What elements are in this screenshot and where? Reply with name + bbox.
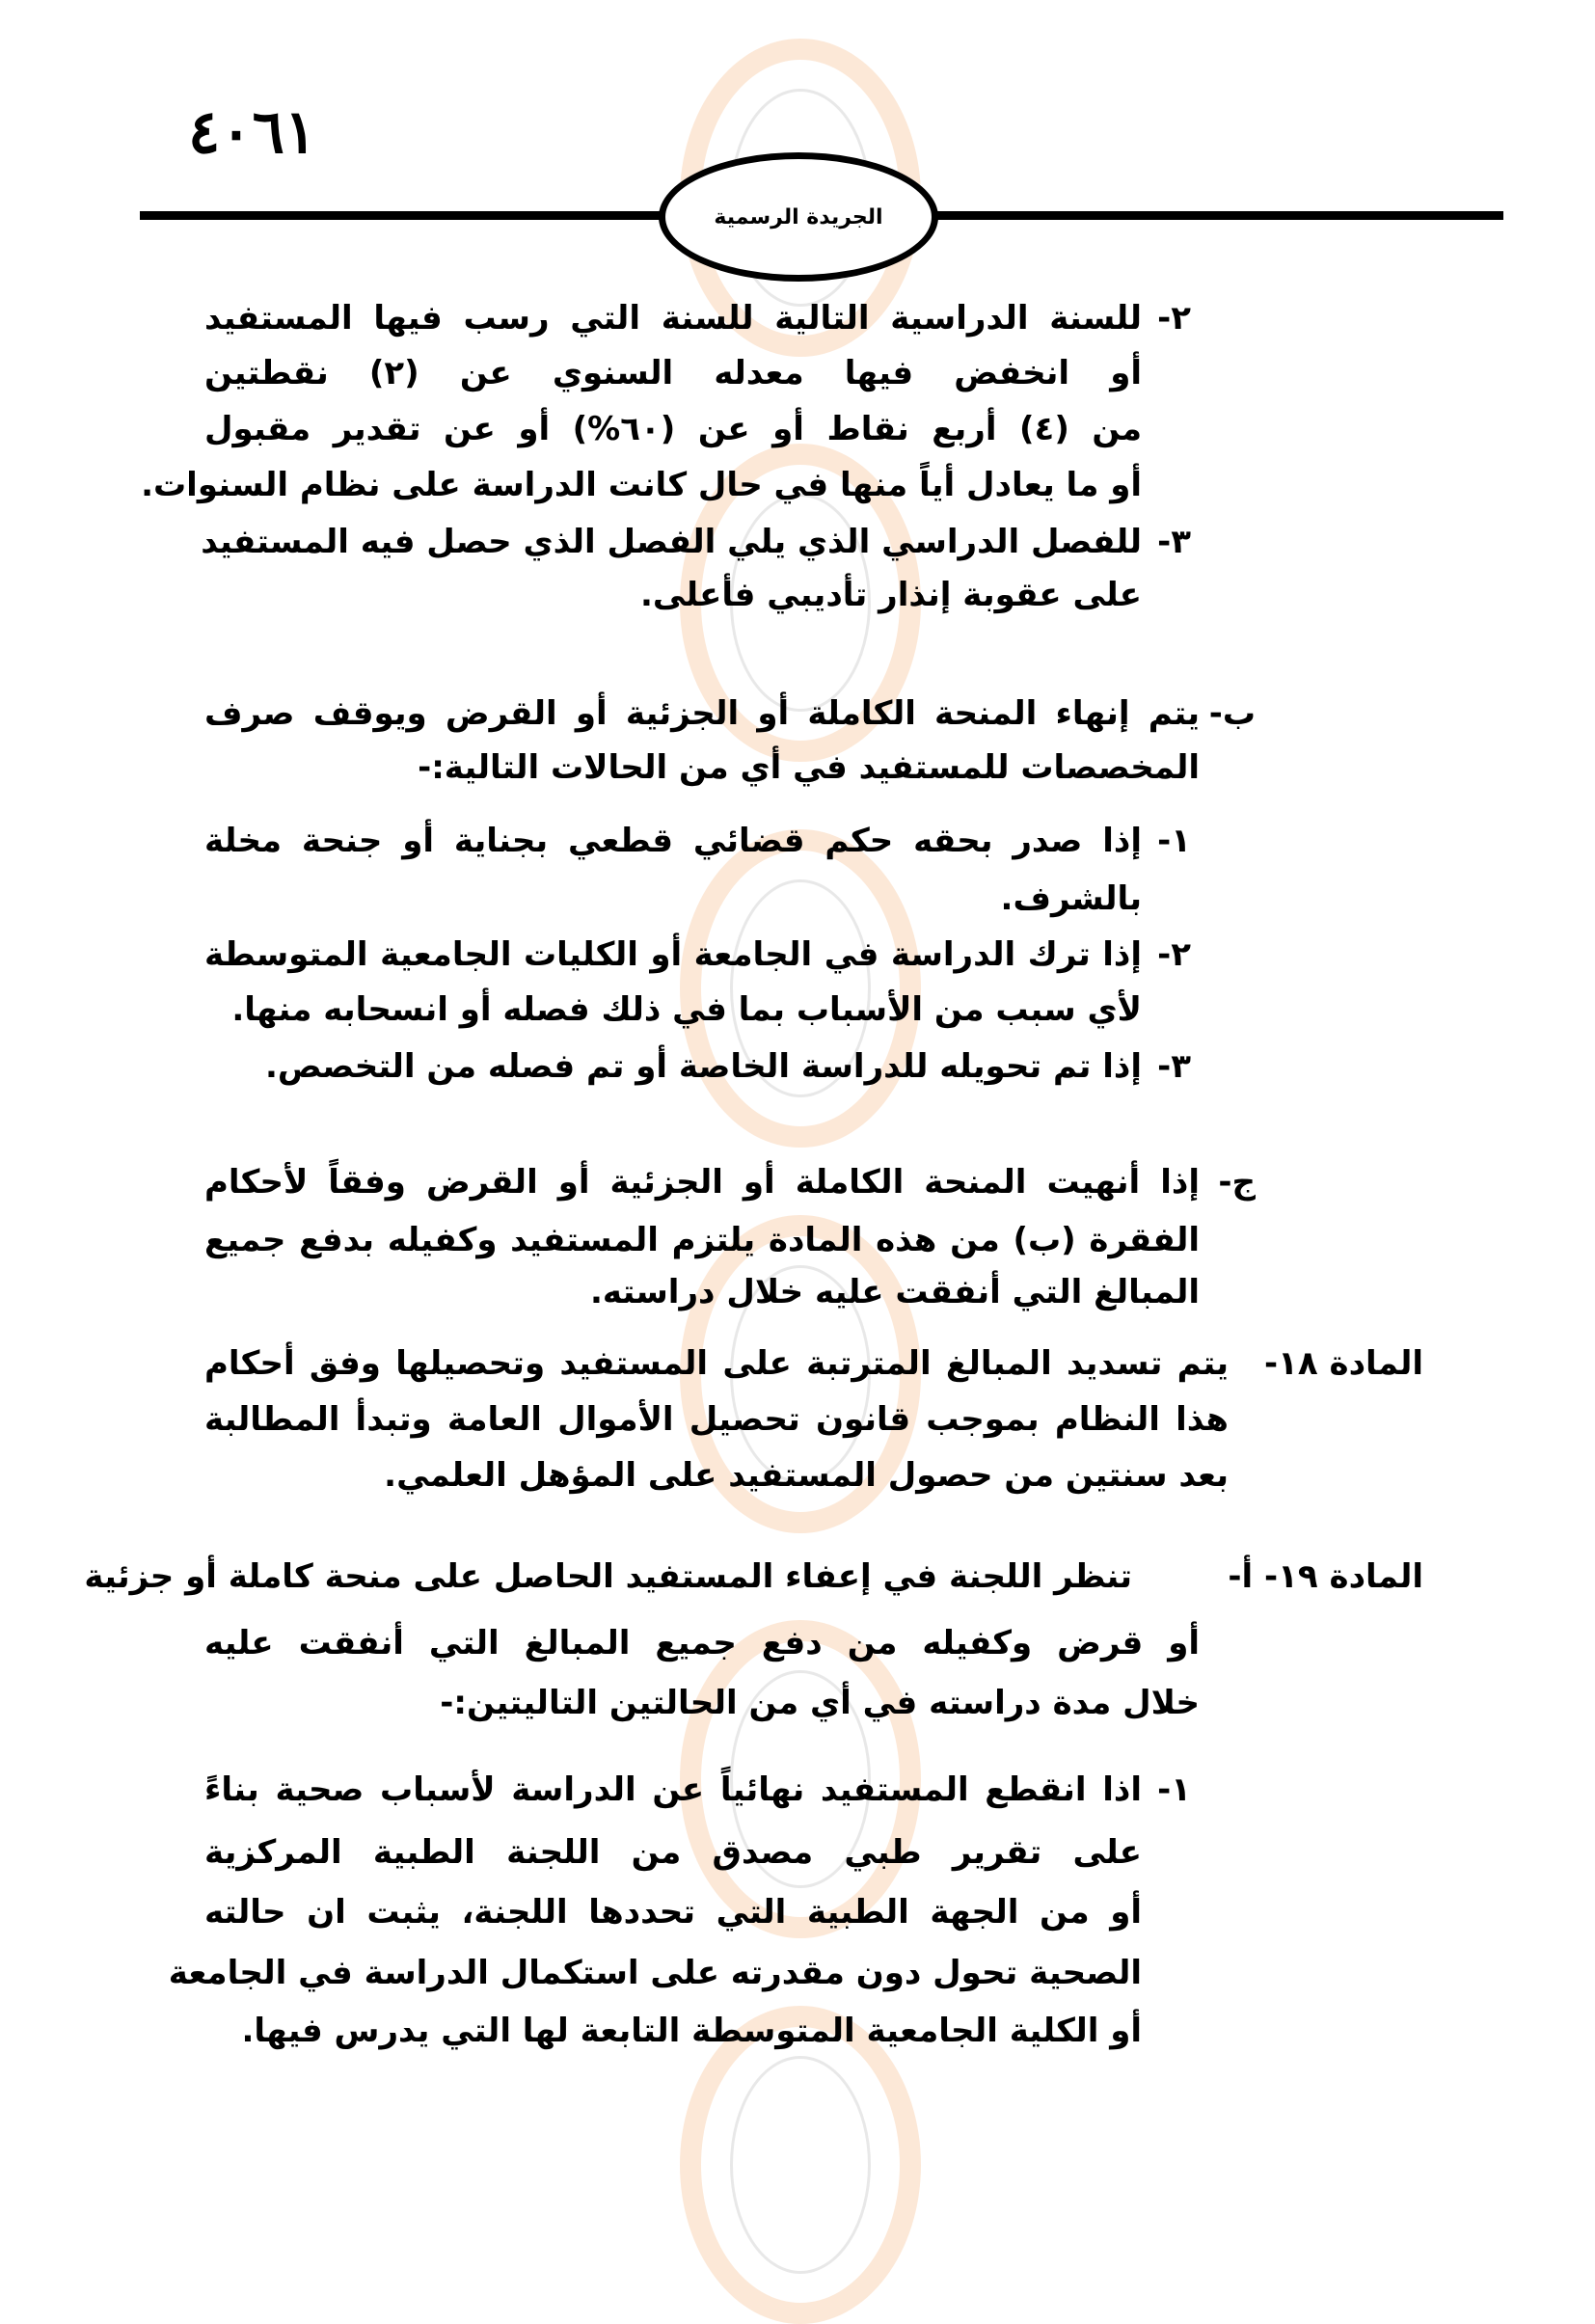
gazette-title-oval — [659, 152, 938, 282]
item-label: ٣- — [1157, 1047, 1191, 1086]
text-line: إذا تم تحويله للدراسة الخاصة أو تم فصله من التخصص. — [264, 1047, 1142, 1086]
text-line: هذا النظام بموجب قانون تحصيل الأموال العامة وتبدأ المطالبة — [204, 1400, 1229, 1439]
item-label: ٢- — [1157, 935, 1191, 974]
item-label: ٢- — [1157, 299, 1191, 338]
text-line: تنظر اللجنة في إعفاء المستفيد الحاصل على منحة كاملة أو جزئية — [84, 1557, 1132, 1596]
text-line: بالشرف. — [1000, 879, 1142, 918]
section-label: ب- — [1208, 694, 1256, 733]
text-line: إذا ترك الدراسة في الجامعة أو الكليات الجامعية المتوسطة — [204, 935, 1142, 974]
text-line: الصحية تحول دون مقدرته على استكمال الدراسة في الجامعة — [168, 1954, 1142, 1992]
text-line: أو ما يعادل أياً منها في حال كانت الدراسة على نظام السنوات. — [141, 466, 1142, 504]
text-line: بعد سنتين من حصول المستفيد على المؤهل العلمي. — [384, 1456, 1229, 1495]
text-line: للفصل الدراسي الذي يلي الفصل الذي حصل فيه المستفيد — [201, 523, 1142, 561]
text-line: أو من الجهة الطبية التي تحددها اللجنة، يثبت ان حالته — [204, 1893, 1142, 1932]
section-label: ج- — [1218, 1163, 1256, 1202]
article-label: المادة ١٩- أ- — [1228, 1557, 1423, 1596]
text-line: يتم تسديد المبالغ المترتبة على المستفيد وتحصيلها وفق أحكام — [204, 1344, 1229, 1383]
text-line: أو الكلية الجامعية المتوسطة التابعة لها التي يدرس فيها. — [241, 2012, 1142, 2050]
text-line: اذا انقطع المستفيد نهائياً عن الدراسة لأسباب صحية بناءً — [204, 1770, 1142, 1809]
text-line: المخصصات للمستفيد في أي من الحالات التالية:- — [418, 748, 1200, 787]
text-line: أو قرض وكفيله من دفع جميع المبالغ التي أنفقت عليه — [204, 1624, 1200, 1662]
text-line: إذا صدر بحقه حكم قضائي قطعي بجناية أو جنحة مخلة — [204, 822, 1142, 860]
text-line: من (٤) أربع نقاط أو عن (٦٠%) أو عن تقدير مقبول — [204, 410, 1143, 448]
page-number: ٤٠٦١ — [188, 96, 317, 167]
text-line: أو انخفض فيها معدله السنوي عن (٢) نقطتين — [204, 354, 1142, 392]
item-label: ١- — [1157, 1770, 1191, 1809]
text-line: خلال مدة دراسته في أي من الحالتين التاليتين:- — [440, 1684, 1200, 1722]
text-line: يتم إنهاء المنحة الكاملة أو الجزئية أو القرض ويوقف صرف — [204, 694, 1200, 733]
text-line: إذا أنهيت المنحة الكاملة أو الجزئية أو القرض وفقاً لأحكام — [204, 1163, 1200, 1202]
article-label: المادة ١٨- — [1264, 1344, 1423, 1383]
gazette-title: الجريدة الرسمية — [714, 204, 883, 230]
text-line: للسنة الدراسية التالية للسنة التي رسب فيها المستفيد — [204, 299, 1142, 338]
item-label: ٣- — [1157, 523, 1191, 561]
text-line: على تقرير طبي مصدق من اللجنة الطبية المركزية — [204, 1833, 1142, 1872]
text-line: لأي سبب من الأسباب بما في ذلك فصله أو انسحابه منها. — [231, 990, 1142, 1029]
item-label: ١- — [1157, 822, 1191, 860]
text-line: الفقرة (ب) من هذه المادة يلتزم المستفيد وكفيله بدفع جميع — [204, 1221, 1200, 1259]
text-line: المبالغ التي أنفقت عليه خلال دراسته. — [589, 1273, 1200, 1311]
text-line: على عقوبة إنذار تأديبي فأعلى. — [639, 576, 1142, 614]
